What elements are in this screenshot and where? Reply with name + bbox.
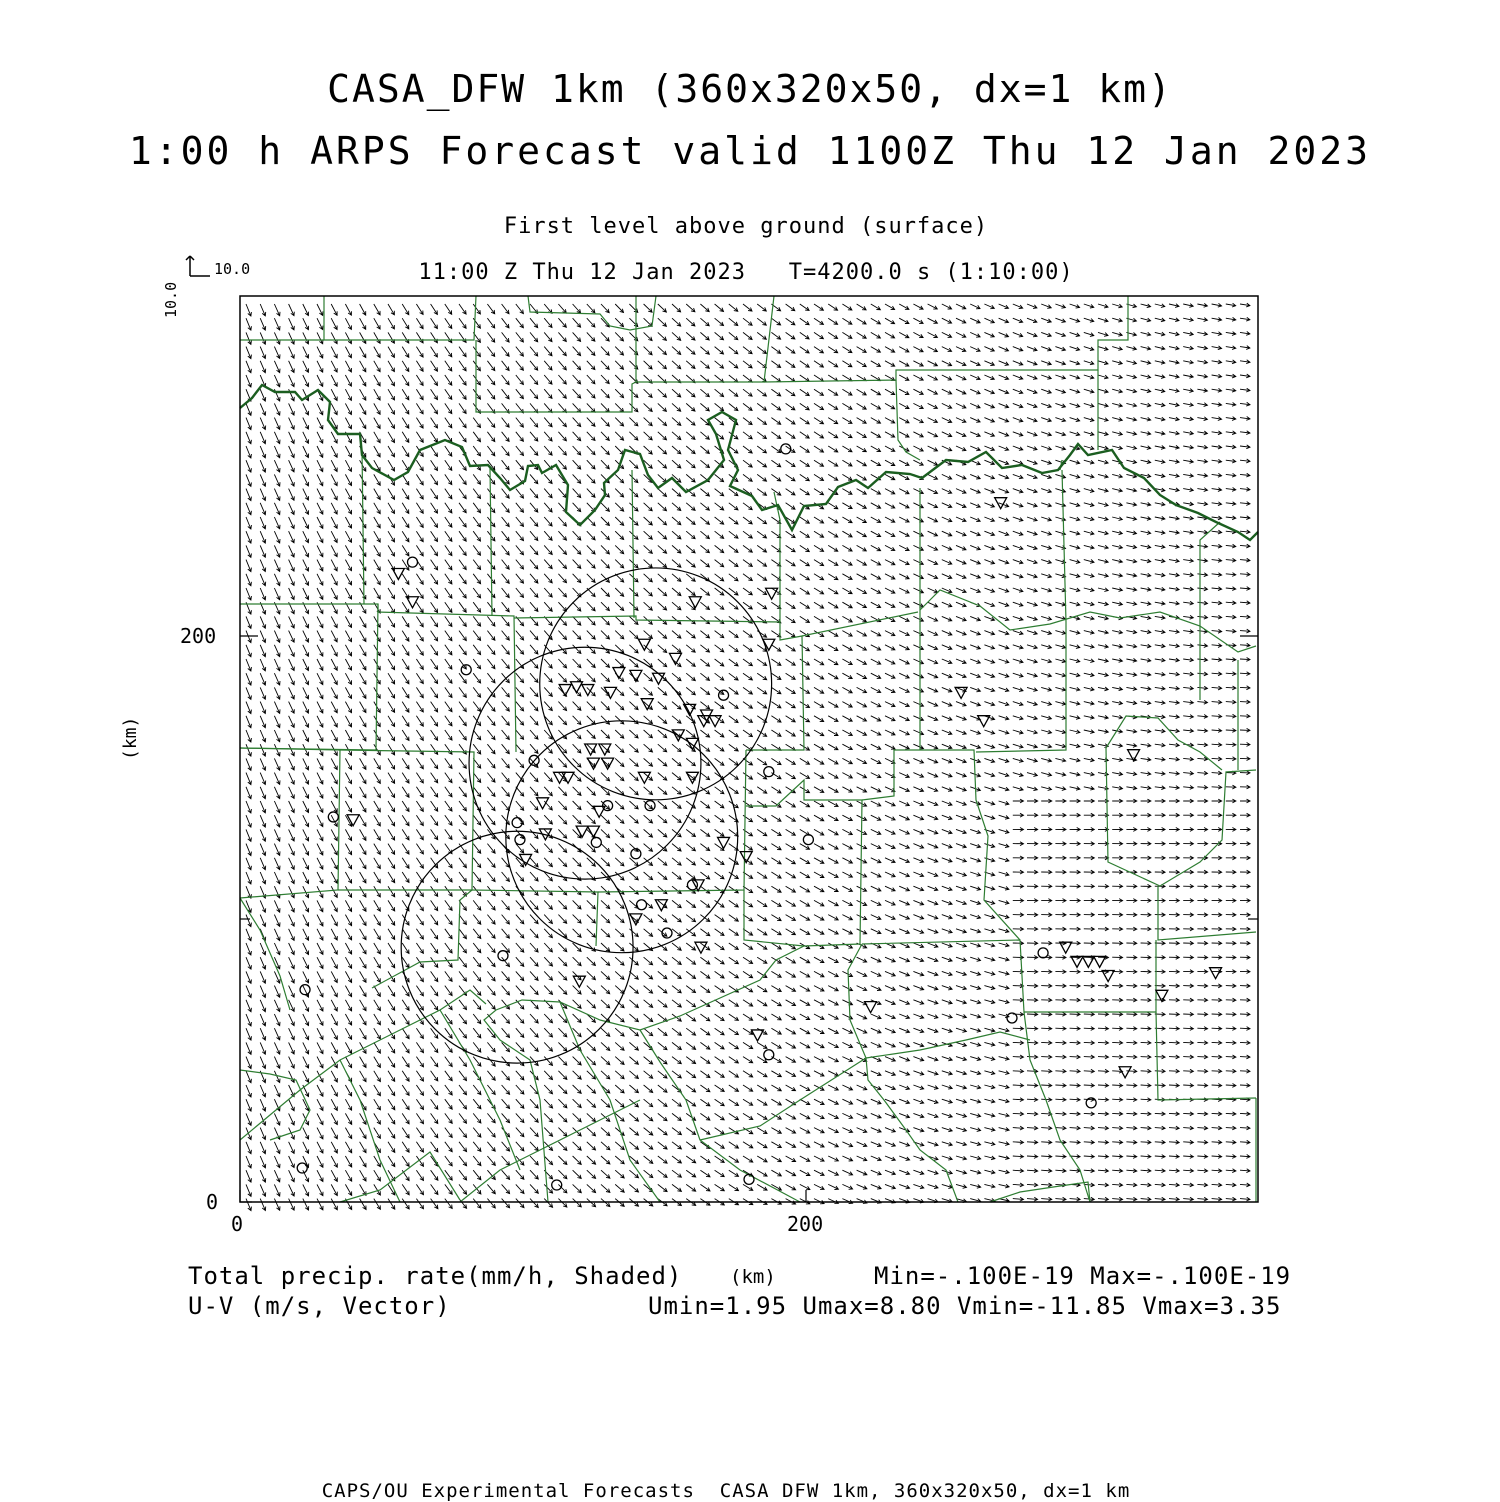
county-line: [1158, 886, 1256, 940]
county-line: [920, 590, 1256, 652]
credit-line: CAPS/OU Experimental Forecasts CASA DFW 1km, 360x320x50, dx=1 km: [321, 1480, 1131, 1502]
wind-vectors: [246, 303, 1250, 1211]
site-circle-marker: [552, 1180, 562, 1190]
site-circle-marker: [631, 849, 641, 859]
x-axis-label: (km): [730, 1266, 776, 1288]
county-line: [476, 340, 636, 412]
site-circle-marker: [637, 900, 647, 910]
county-line: [862, 750, 1020, 940]
field-min-max: Min=-.100E-19 Max=-.100E-19: [874, 1262, 1292, 1290]
site-circle-marker: [803, 835, 813, 845]
site-triangle-marker: [585, 744, 597, 755]
wind-min-max: Umin=1.95 Umax=8.80 Vmin=-11.85 Vmax=3.35: [648, 1292, 1282, 1320]
site-circle-marker: [297, 1163, 307, 1173]
site-triangle-marker: [766, 588, 778, 599]
site-triangle-marker: [709, 716, 721, 727]
site-circle-marker: [1007, 1013, 1017, 1023]
county-line: [636, 296, 774, 382]
y-axis-label: (km): [120, 716, 141, 760]
site-circle-marker: [645, 801, 655, 811]
valid-time-label: 11:00 Z Thu 12 Jan 2023 T=4200.0 s (1:10:00): [418, 260, 1074, 285]
site-triangle-marker: [865, 1002, 877, 1013]
radar-range-rings: [401, 568, 771, 1063]
site-circle-marker: [1038, 948, 1048, 958]
county-line: [484, 946, 804, 1202]
county-line: [460, 1100, 640, 1202]
county-line: [744, 780, 862, 946]
site-triangle-marker: [653, 673, 665, 684]
chart-title-line2: 1:00 h ARPS Forecast valid 1100Z Thu 12 Jan 2023: [128, 129, 1372, 173]
county-line: [372, 890, 472, 988]
site-circle-marker: [407, 557, 417, 567]
x-tick-200: 200: [787, 1212, 824, 1236]
site-triangle-marker: [638, 772, 650, 783]
reference-vector-u-label: 10.0: [214, 260, 251, 278]
site-circle-marker: [512, 818, 522, 828]
county-line: [240, 604, 378, 750]
county-line: [774, 492, 780, 622]
county-line: [340, 1060, 400, 1202]
reference-vector-v-label: 10.0: [162, 281, 180, 318]
chart-title-line1: CASA_DFW 1km (360x320x50, dx=1 km): [327, 67, 1173, 111]
county-line: [700, 1058, 866, 1140]
site-circle-marker: [515, 835, 525, 845]
site-circle-marker: [328, 812, 338, 822]
county-line: [472, 890, 598, 946]
site-triangle-marker: [638, 639, 650, 650]
site-triangle-marker: [582, 685, 594, 696]
site-triangle-marker: [1071, 956, 1083, 967]
vector-field-label: U-V (m/s, Vector): [188, 1292, 451, 1320]
site-circle-marker: [591, 837, 601, 847]
county-line: [528, 296, 656, 330]
radar-range-ring: [469, 647, 701, 879]
site-triangle-marker: [602, 758, 614, 769]
y-tick-200: 200: [180, 624, 217, 648]
county-line: [340, 1152, 460, 1202]
county-line: [1024, 1012, 1090, 1202]
level-label: First level above ground (surface): [503, 214, 989, 239]
shaded-field-label: Total precip. rate(mm/h, Shaded): [188, 1262, 683, 1290]
site-triangle-marker: [630, 914, 642, 925]
site-circle-marker: [764, 1050, 774, 1060]
county-line: [764, 296, 1128, 382]
site-triangle-marker: [1094, 956, 1106, 967]
site-circle-marker: [719, 690, 729, 700]
x-tick-0: 0: [231, 1212, 244, 1236]
site-circle-marker: [764, 767, 774, 777]
wind-vector-arrows: [246, 303, 1250, 1211]
site-triangle-marker: [751, 1030, 763, 1041]
county-line: [490, 468, 492, 616]
site-triangle-marker: [587, 758, 599, 769]
county-line: [338, 750, 474, 890]
county-line: [976, 470, 1066, 752]
y-tick-0: 0: [206, 1190, 219, 1214]
county-line: [324, 296, 476, 340]
